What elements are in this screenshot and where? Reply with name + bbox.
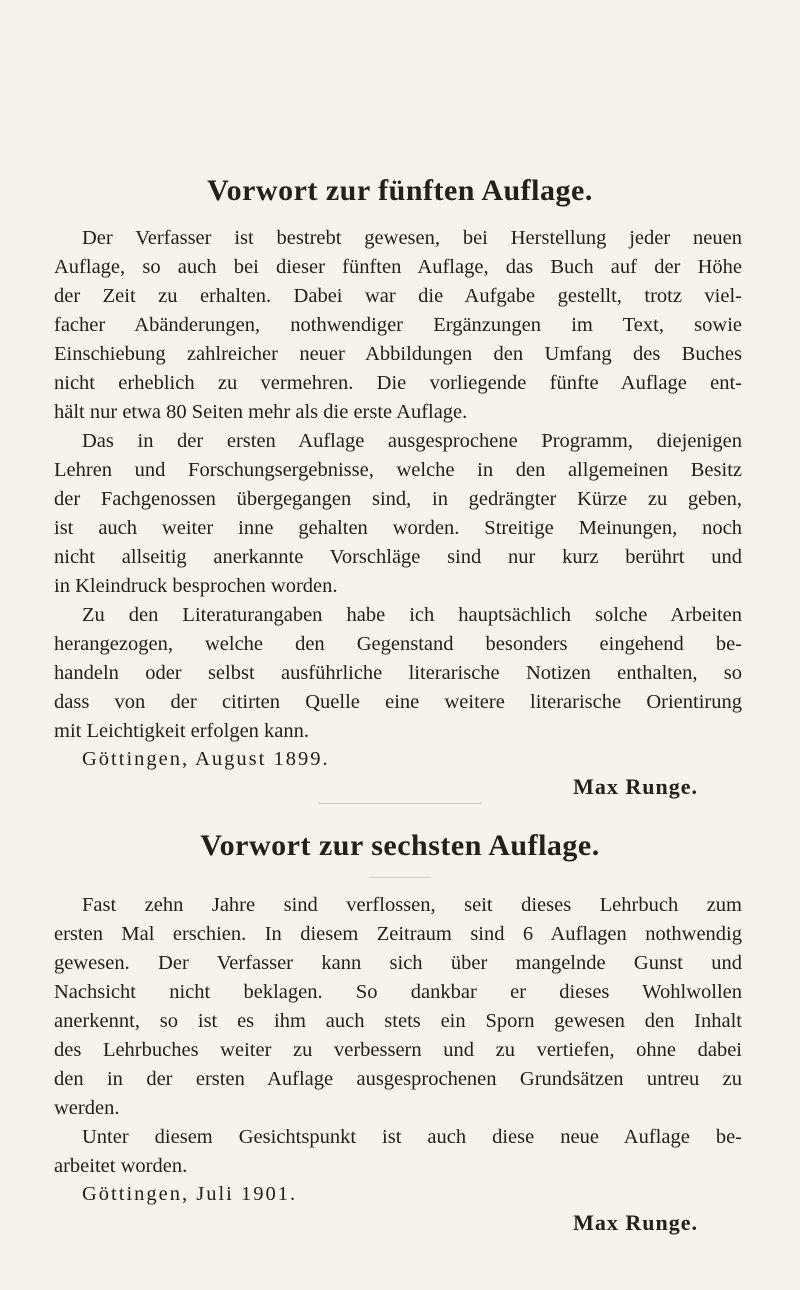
text-line: den in der ersten Auflage ausgesprochenen Grundsätzen untreu zu — [54, 1068, 742, 1090]
text-line: werden. — [54, 1097, 120, 1119]
text-line: des Lehrbuches weiter zu verbessern und zu vertiefen, ohne dabei — [54, 1039, 742, 1061]
text-line: facher Abänderungen, nothwendiger Ergänzungen im Text, sowie — [54, 314, 742, 336]
place-date: Göttingen, August 1899. — [82, 748, 330, 770]
place-date: Göttingen, Juli 1901. — [82, 1183, 298, 1205]
text-line: dass von der citirten Quelle eine weitere literarische Orientirung — [54, 691, 742, 713]
text-line: handeln oder selbst ausführliche literarische Notizen enthalten, so — [54, 662, 742, 684]
text-line: Fast zehn Jahre sind verflossen, seit dieses Lehrbuch zum — [82, 894, 742, 916]
text-line: hält nur etwa 80 Seiten mehr als die erste Auflage. — [54, 401, 468, 423]
text-line: Lehren und Forschungsergebnisse, welche in den allgemeinen Besitz — [54, 459, 742, 481]
text-line: Auflage, so auch bei dieser fünften Auflage, das Buch auf der Höhe — [54, 256, 742, 278]
preface-sixth-edition-title: Vorwort zur sechsten Auflage. — [200, 829, 600, 862]
text-line: gewesen. Der Verfasser kann sich über mangelnde Gunst und — [54, 952, 742, 974]
text-line: der Fachgenossen übergegangen sind, in gedrängter Kürze zu geben, — [54, 488, 742, 510]
text-line: Nachsicht nicht beklagen. So dankbar er dieses Wohlwollen — [54, 981, 742, 1003]
text-line: der Zeit zu erhalten. Dabei war die Aufgabe gestellt, trotz viel- — [54, 285, 742, 307]
preface-fifth-edition-title: Vorwort zur fünften Auflage. — [207, 174, 593, 207]
text-line: nicht erheblich zu vermehren. Die vorliegende fünfte Auflage ent- — [54, 372, 742, 394]
text-line: Einschiebung zahlreicher neuer Abbildungen den Umfang des Buches — [54, 343, 742, 365]
text-line: arbeitet worden. — [54, 1155, 188, 1177]
text-line: Unter diesem Gesichtspunkt ist auch diese neue Auflage be- — [82, 1126, 742, 1148]
divider — [318, 803, 482, 804]
author-signature: Max Runge. — [573, 1210, 698, 1235]
author-signature: Max Runge. — [573, 774, 698, 799]
text-line: anerkennt, so ist es ihm auch stets ein Sporn gewesen den Inhalt — [54, 1010, 742, 1032]
text-line: herangezogen, welche den Gegenstand besonders eingehend be- — [54, 633, 742, 655]
text-line: Der Verfasser ist bestrebt gewesen, bei Herstellung jeder neuen — [82, 227, 742, 249]
text-line: nicht allseitig anerkannte Vorschläge sind nur kurz berührt und — [54, 546, 742, 568]
text-line: ist auch weiter inne gehalten worden. Streitige Meinungen, noch — [54, 517, 742, 539]
text-line: in Kleindruck besprochen worden. — [54, 575, 338, 597]
divider — [370, 877, 430, 878]
text-line: Zu den Literaturangaben habe ich hauptsächlich solche Arbeiten — [82, 604, 742, 626]
text-line: ersten Mal erschien. In diesem Zeitraum sind 6 Auflagen nothwendig — [54, 923, 742, 945]
text-line: mit Leichtigkeit erfolgen kann. — [54, 720, 310, 742]
text-line: Das in der ersten Auflage ausgesprochene Programm, diejenigen — [82, 430, 742, 452]
